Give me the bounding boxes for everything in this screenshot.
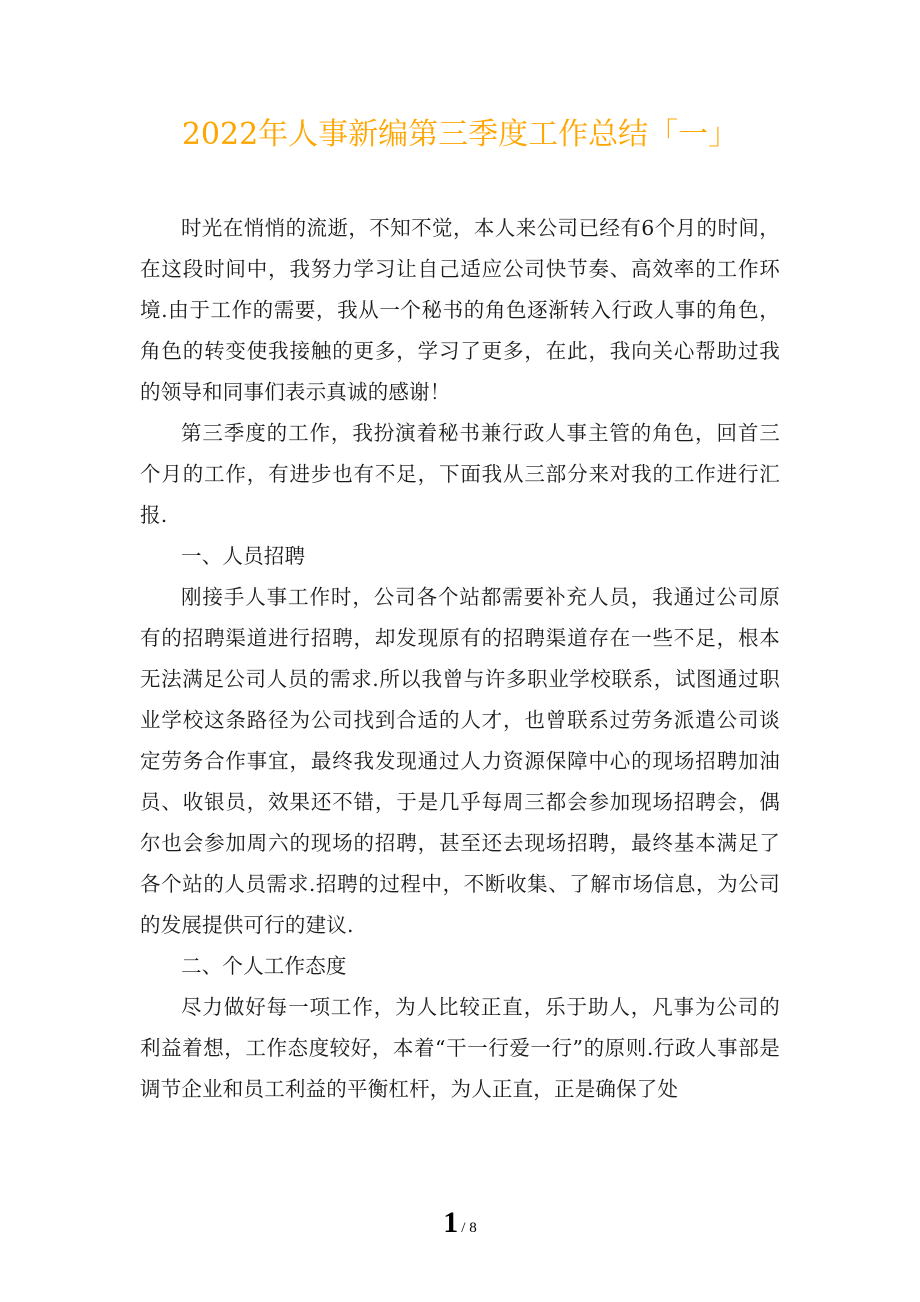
paragraph-attitude: 尽力做好每一项工作，为人比较正直，乐于助人，凡事为公司的利益着想，工作态度较好，本着“干一行爱一行”的原则.行政人事部是调节企业和员工利益的平衡杠杆，为人正直，正是确保了处	[140, 995, 780, 1101]
paragraph-overview: 第三季度的工作，我扮演着秘书兼行政人事主管的角色，回首三个月的工作，有进步也有不足，下面我从三部分来对我的工作进行汇报.	[140, 421, 780, 527]
current-page-number: 1	[443, 1206, 459, 1239]
document-body	[140, 208, 780, 1110]
section-heading-recruitment: 一、人员招聘	[181, 544, 306, 568]
section-heading-attitude: 二、个人工作态度	[181, 954, 347, 978]
total-pages: / 8	[461, 1220, 477, 1236]
page-indicator	[0, 1206, 920, 1240]
paragraph-intro: 时光在悄悄的流逝，不知不觉，本人来公司已经有6个月的时间，在这段时间中，我努力学习让自己适应公司快节奏、高效率的工作环境.由于工作的需要，我从一个秘书的角色逐渐转入行政人事的角色，角色的转变使我接触的更多，学习了更多，在此，我向关心帮助过我的领导和同事们表示真诚的感谢！	[140, 216, 780, 404]
document-title: 2022年人事新编第三季度工作总结「一」	[181, 117, 739, 152]
paragraph-recruitment: 刚接手人事工作时，公司各个站都需要补充人员，我通过公司原有的招聘渠道进行招聘，却发现原有的招聘渠道存在一些不足，根本无法满足公司人员的需求.所以我曾与许多职业学校联系，试图通过职业学校这条路径为公司找到合适的人才，也曾联系过劳务派遣公司谈定劳务合作事宜，最终我发现通过人力资源保障中心的现场招聘加油员、收银员，效果还不错，于是几乎每周三都会参加现场招聘会，偶尔也会参加周六的现场的招聘，甚至还去现场招聘，最终基本满足了各个站的人员需求.招聘的过程中，不断收集、了解市场信息，为公司的发展提供可行的建议.	[140, 585, 780, 937]
